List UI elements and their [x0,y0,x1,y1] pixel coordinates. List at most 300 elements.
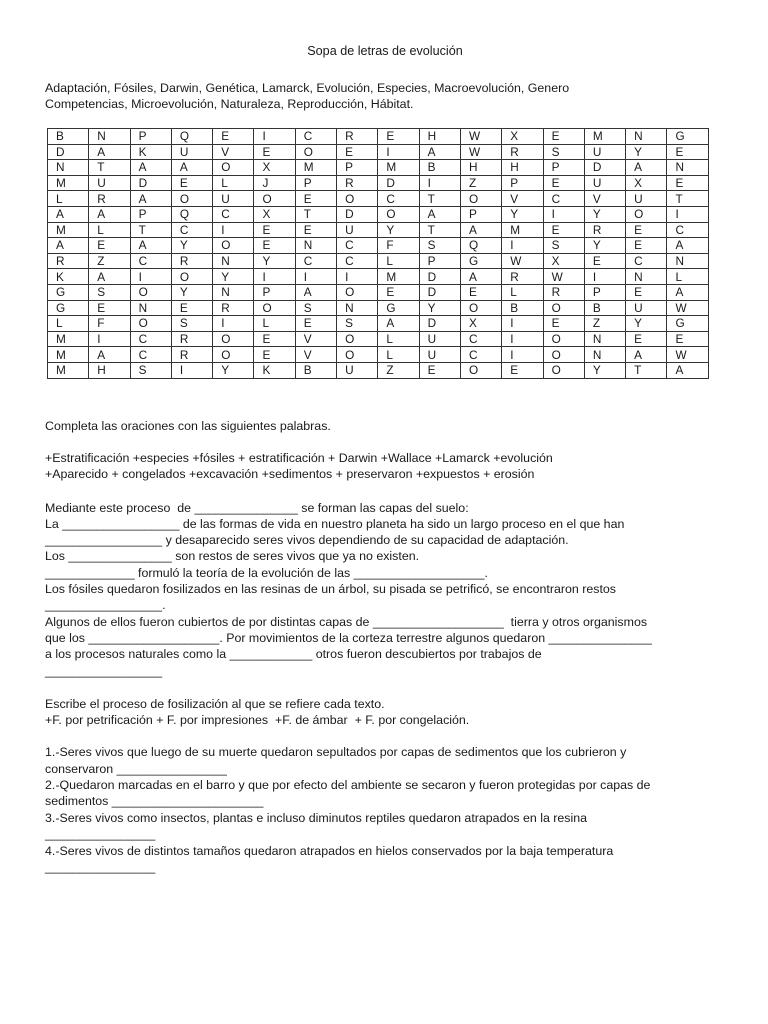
grid-cell: I [584,269,625,285]
grid-cell: S [130,362,171,378]
grid-cell: B [419,160,460,176]
grid-cell: W [460,144,501,160]
grid-cell: A [419,144,460,160]
grid-cell: H [89,362,130,378]
grid-cell: P [543,160,584,176]
grid-cell: C [543,191,584,207]
grid-cell: C [295,253,336,269]
grid-cell: O [543,347,584,363]
grid-cell: O [337,331,378,347]
grid-cell: J [254,175,295,191]
grid-cell: N [626,269,667,285]
grid-cell: E [295,191,336,207]
grid-cell: N [213,253,254,269]
grid-cell: V [502,191,543,207]
grid-cell: L [667,269,708,285]
grid-cell: L [502,284,543,300]
grid-cell: E [502,362,543,378]
fossil-item-line: 2.-Quedaron marcadas en el barro y que por efecto del ambiente se secaron y fueron protegidas por capas de [45,778,651,792]
grid-cell: A [89,347,130,363]
grid-cell: N [89,129,130,145]
grid-cell: U [626,191,667,207]
grid-cell: E [254,331,295,347]
grid-cell: Y [171,238,212,254]
sentence-line: a los procesos naturales como la ____________ otros fueron descubiertos por trabajos de [45,647,542,661]
grid-cell: O [254,191,295,207]
grid-cell: R [171,347,212,363]
grid-cell: N [337,300,378,316]
grid-cell: P [460,206,501,222]
grid-cell: C [460,331,501,347]
grid-cell: M [378,269,419,285]
grid-cell: A [667,284,708,300]
grid-cell: I [543,206,584,222]
grid-cell: Y [626,316,667,332]
grid-cell: M [48,347,89,363]
grid-cell: A [171,160,212,176]
grid-cell: Q [171,206,212,222]
fossil-options: +F. por petrificación + F. por impresiones +F. de ámbar + F. por congelación. [45,713,470,727]
grid-cell: L [89,222,130,238]
grid-cell: O [543,362,584,378]
grid-cell: V [295,331,336,347]
grid-cell: E [667,175,708,191]
grid-cell: R [213,300,254,316]
grid-cell: S [543,238,584,254]
grid-cell: Y [254,253,295,269]
grid-cell: O [213,331,254,347]
grid-cell: B [502,300,543,316]
grid-cell: D [378,175,419,191]
fossil-item-line: 1.-Seres vivos que luego de su muerte quedaron sepultados por capas de sedimentos que los cubrieron y [45,745,627,759]
grid-cell: R [502,269,543,285]
grid-cell: R [171,331,212,347]
grid-cell: L [378,253,419,269]
fossil-instruction: Escribe el proceso de fosilización al que se refiere cada texto. [45,697,385,711]
grid-cell: N [584,347,625,363]
grid-cell: F [378,238,419,254]
grid-cell: I [171,362,212,378]
grid-cell: N [295,238,336,254]
grid-cell: O [171,191,212,207]
grid-cell: A [378,316,419,332]
grid-cell: L [48,316,89,332]
word-search-grid [47,128,709,379]
sentence-line: La _________________ de las formas de vida en nuestro planeta ha sido un largo proceso en el que han [45,517,625,531]
grid-cell: C [337,253,378,269]
grid-cell: G [460,253,501,269]
grid-cell: E [89,300,130,316]
grid-cell: O [213,160,254,176]
grid-cell: A [130,238,171,254]
grid-cell: F [89,316,130,332]
grid-cell: I [502,238,543,254]
grid-row [48,316,709,332]
grid-cell: T [130,222,171,238]
grid-cell: I [502,331,543,347]
grid-cell: I [667,206,708,222]
grid-cell: K [48,269,89,285]
grid-cell: U [584,144,625,160]
grid-cell: A [460,269,501,285]
grid-cell: U [419,347,460,363]
grid-cell: S [89,284,130,300]
grid-cell: M [502,222,543,238]
fossil-item-line: 4.-Seres vivos de distintos tamaños quedaron atrapados en hielos conservados por la baja temperatura [45,844,614,858]
grid-cell: T [667,191,708,207]
grid-cell: Z [378,362,419,378]
grid-cell: M [48,175,89,191]
sentence-line: _________________ y desaparecido seres vivos dependiendo de su capacidad de adaptación. [45,533,569,547]
grid-cell: K [254,362,295,378]
grid-cell: I [295,269,336,285]
grid-cell: L [378,347,419,363]
grid-cell: A [48,238,89,254]
grid-cell: O [460,300,501,316]
grid-cell: O [378,206,419,222]
grid-cell: A [89,269,130,285]
grid-cell: P [337,160,378,176]
grid-cell: U [626,300,667,316]
grid-cell: A [130,191,171,207]
sentence-line: que los ___________________. Por movimientos de la corteza terrestre algunos quedaron _______________ [45,631,652,645]
grid-cell: C [130,331,171,347]
fossil-item-line: sedimentos ______________________ [45,794,264,808]
grid-row [48,362,709,378]
grid-row [48,129,709,145]
grid-cell: A [667,362,708,378]
grid-cell: L [378,331,419,347]
grid-cell: A [419,206,460,222]
grid-cell: I [254,269,295,285]
grid-cell: D [419,316,460,332]
sentence-line: Algunos de ellos fueron cubiertos de por distintas capas de ___________________ tierra y otros organismos [45,615,648,629]
grid-cell: M [48,222,89,238]
grid-cell: M [48,331,89,347]
grid-cell: Z [460,175,501,191]
grid-cell: N [667,253,708,269]
grid-cell: P [130,129,171,145]
grid-cell: Y [419,300,460,316]
grid-cell: C [295,129,336,145]
grid-cell: O [213,238,254,254]
grid-cell: E [254,238,295,254]
grid-cell: W [460,129,501,145]
grid-cell: Y [213,362,254,378]
grid-cell: R [543,284,584,300]
grid-cell: X [502,129,543,145]
grid-cell: R [337,175,378,191]
grid-cell: O [460,362,501,378]
grid-cell: H [419,129,460,145]
grid-cell: H [502,160,543,176]
grid-cell: U [419,331,460,347]
grid-cell: E [460,284,501,300]
grid-cell: E [419,362,460,378]
grid-cell: M [584,129,625,145]
grid-cell: L [213,175,254,191]
worksheet-title: Sopa de letras de evolución [307,44,463,58]
grid-cell: A [295,284,336,300]
grid-cell: R [502,144,543,160]
grid-cell: A [130,160,171,176]
grid-cell: X [543,253,584,269]
grid-cell: C [460,347,501,363]
grid-cell: U [171,144,212,160]
grid-cell: R [48,253,89,269]
grid-cell: W [667,347,708,363]
grid-cell: E [667,144,708,160]
grid-cell: C [130,253,171,269]
grid-cell: D [48,144,89,160]
grid-cell: E [254,144,295,160]
grid-cell: B [295,362,336,378]
grid-cell: R [89,191,130,207]
grid-cell: A [626,160,667,176]
grid-cell: C [626,253,667,269]
grid-cell: E [254,222,295,238]
grid-cell: E [626,284,667,300]
fossil-item-line: 3.-Seres vivos como insectos, plantas e incluso diminutos reptiles quedaron atrapados en la resina [45,811,588,825]
grid-row [48,175,709,191]
grid-cell: O [130,284,171,300]
grid-cell: M [378,160,419,176]
grid-cell: K [130,144,171,160]
grid-cell: W [667,300,708,316]
grid-cell: I [89,331,130,347]
grid-cell: I [213,222,254,238]
grid-cell: W [543,269,584,285]
grid-cell: R [584,222,625,238]
grid-cell: P [419,253,460,269]
grid-cell: A [48,206,89,222]
grid-cell: E [171,175,212,191]
grid-cell: E [667,331,708,347]
completion-instruction: Completa las oraciones con las siguientes palabras. [45,419,331,433]
grid-cell: D [337,206,378,222]
grid-cell: Q [171,129,212,145]
grid-cell: I [254,129,295,145]
grid-cell: U [584,175,625,191]
grid-row [48,191,709,207]
fossil-item-line: ________________ [45,827,156,841]
grid-cell: P [295,175,336,191]
grid-cell: V [295,347,336,363]
grid-cell: Y [584,238,625,254]
grid-cell: Z [584,316,625,332]
grid-cell: S [337,316,378,332]
grid-cell: O [543,331,584,347]
grid-cell: M [295,160,336,176]
sentence-line: _____________ formuló la teoría de la evolución de las ___________________. [45,566,488,580]
grid-cell: T [626,362,667,378]
grid-cell: S [171,316,212,332]
grid-cell: E [337,144,378,160]
grid-cell: O [171,269,212,285]
grid-cell: X [254,160,295,176]
grid-cell: E [584,253,625,269]
grid-row [48,300,709,316]
grid-cell: E [171,300,212,316]
word-list-line-1: Adaptación, Fósiles, Darwin, Genética, Lamarck, Evolución, Especies, Macroevolución, Genero [45,81,570,95]
grid-cell: Y [626,144,667,160]
grid-cell: E [626,331,667,347]
grid-cell: U [89,175,130,191]
grid-cell: D [584,160,625,176]
grid-cell: Q [460,238,501,254]
grid-cell: Y [502,206,543,222]
grid-row [48,269,709,285]
grid-cell: A [89,206,130,222]
grid-cell: P [254,284,295,300]
grid-cell: E [543,175,584,191]
grid-cell: O [295,144,336,160]
grid-cell: E [295,222,336,238]
grid-cell: V [213,144,254,160]
grid-cell: U [213,191,254,207]
grid-cell: S [543,144,584,160]
grid-cell: P [502,175,543,191]
grid-cell: N [130,300,171,316]
grid-cell: M [48,362,89,378]
grid-cell: X [626,175,667,191]
grid-cell: Y [584,206,625,222]
sentence-line: Los _______________ son restos de seres vivos que ya no existen. [45,549,420,563]
fossil-item-line: conservaron ________________ [45,762,227,776]
word-list-line-2: Competencias, Microevolución, Naturaleza, Reproducción, Hábitat. [45,97,414,111]
grid-cell: E [89,238,130,254]
grid-cell: E [378,284,419,300]
grid-cell: G [378,300,419,316]
grid-row [48,331,709,347]
grid-cell: A [667,238,708,254]
grid-cell: I [419,175,460,191]
grid-cell: E [543,222,584,238]
grid-cell: N [667,160,708,176]
grid-cell: O [213,347,254,363]
grid-cell: O [337,284,378,300]
grid-cell: V [584,191,625,207]
sentence-line: Mediante este proceso de _______________ se forman las capas del suelo: [45,501,469,515]
grid-cell: N [584,331,625,347]
grid-row [48,222,709,238]
grid-cell: D [419,284,460,300]
grid-cell: E [543,316,584,332]
grid-cell: E [378,129,419,145]
grid-row [48,206,709,222]
grid-cell: X [254,206,295,222]
grid-cell: O [460,191,501,207]
grid-row [48,238,709,254]
grid-cell: S [419,238,460,254]
sentence-line: _________________. [45,598,166,612]
grid-cell: T [419,191,460,207]
grid-cell: A [460,222,501,238]
grid-row [48,284,709,300]
grid-cell: C [171,222,212,238]
sentence-line: Los fósiles quedaron fosilizados en las resinas de un árbol, su pisada se petrificó, se encontraron restos [45,582,616,596]
grid-cell: C [213,206,254,222]
grid-cell: G [667,316,708,332]
grid-cell: Y [378,222,419,238]
grid-cell: O [626,206,667,222]
grid-cell: G [667,129,708,145]
grid-cell: R [171,253,212,269]
grid-cell: O [254,300,295,316]
grid-cell: D [419,269,460,285]
grid-cell: C [667,222,708,238]
grid-cell: Y [213,269,254,285]
grid-cell: B [48,129,89,145]
sentence-line: _________________ [45,664,163,678]
grid-cell: S [295,300,336,316]
completion-words-line-2: +Aparecido + congelados +excavación +sedimentos + preservaron +expuestos + erosión [45,467,535,481]
grid-cell: T [419,222,460,238]
grid-cell: E [543,129,584,145]
grid-cell: I [502,316,543,332]
grid-cell: O [337,347,378,363]
grid-cell: P [130,206,171,222]
grid-cell: P [584,284,625,300]
grid-cell: G [48,300,89,316]
grid-cell: U [337,222,378,238]
grid-cell: W [502,253,543,269]
grid-cell: A [89,144,130,160]
grid-cell: T [295,206,336,222]
grid-cell: C [337,238,378,254]
grid-cell: I [213,316,254,332]
grid-cell: X [460,316,501,332]
grid-cell: E [626,222,667,238]
grid-cell: I [337,269,378,285]
grid-cell: R [337,129,378,145]
grid-cell: E [254,347,295,363]
grid-cell: A [626,347,667,363]
grid-cell: I [130,269,171,285]
grid-cell: I [502,347,543,363]
grid-cell: O [543,300,584,316]
grid-row [48,144,709,160]
grid-cell: Y [584,362,625,378]
grid-cell: Z [89,253,130,269]
fossil-item-line: ________________ [45,860,156,874]
grid-cell: N [48,160,89,176]
grid-cell: C [378,191,419,207]
grid-cell: E [295,316,336,332]
grid-cell: Y [171,284,212,300]
grid-cell: E [213,129,254,145]
grid-cell: B [584,300,625,316]
grid-cell: D [130,175,171,191]
grid-cell: U [337,362,378,378]
grid-cell: N [626,129,667,145]
grid-cell: O [337,191,378,207]
grid-row [48,253,709,269]
grid-row [48,347,709,363]
grid-cell: N [213,284,254,300]
grid-cell: H [460,160,501,176]
grid-row [48,160,709,176]
grid-cell: L [48,191,89,207]
grid-cell: G [48,284,89,300]
grid-cell: T [89,160,130,176]
grid-cell: I [378,144,419,160]
grid-cell: O [130,316,171,332]
grid-cell: E [626,238,667,254]
grid-cell: C [130,347,171,363]
grid-cell: L [254,316,295,332]
completion-words-line-1: +Estratificación +especies +fósiles + estratificación + Darwin +Wallace +Lamarck +evolución [45,451,553,465]
